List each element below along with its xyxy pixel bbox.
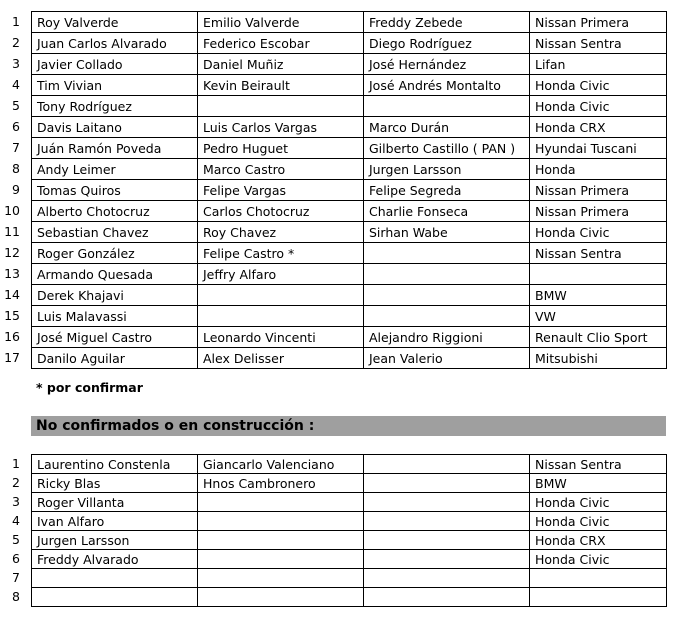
driver-cell: Carlos Chotocruz [198,201,364,222]
table-row [32,493,667,512]
row-number: 4 [12,513,20,528]
table-row [32,588,667,607]
driver-cell: Marco Castro [198,159,364,180]
driver-cell [364,493,530,512]
car-cell: Mitsubishi [530,348,667,369]
driver-cell [364,569,530,588]
driver-cell: Roy Valverde [32,12,198,33]
table-row [32,33,667,54]
row-number: 13 [4,266,20,281]
driver-cell: Felipe Vargas [198,180,364,201]
car-cell: Honda Civic [530,96,667,117]
driver-cell: Derek Khajavi [32,285,198,306]
table-row [32,75,667,96]
driver-cell: Juan Carlos Alvarado [32,33,198,54]
table-row [32,306,667,327]
driver-cell [198,493,364,512]
table-row [32,531,667,550]
row-number: 2 [12,475,20,490]
driver-cell [364,531,530,550]
driver-cell: Alex Delisser [198,348,364,369]
driver-cell: Gilberto Castillo ( PAN ) [364,138,530,159]
row-number: 6 [12,119,20,134]
car-cell: BMW [530,285,667,306]
footnote: * por confirmar [36,380,143,395]
driver-cell: Armando Quesada [32,264,198,285]
driver-cell: Giancarlo Valenciano [198,455,364,474]
driver-cell: Sirhan Wabe [364,222,530,243]
car-cell: VW [530,306,667,327]
row-number: 2 [12,35,20,50]
driver-cell: Javier Collado [32,54,198,75]
unconfirmed-teams-table [31,454,667,607]
row-number: 7 [12,570,20,585]
row-number: 17 [4,350,20,365]
row-number: 1 [12,456,20,471]
car-cell: Nissan Sentra [530,243,667,264]
driver-cell: Ivan Alfaro [32,512,198,531]
table-row [32,569,667,588]
driver-cell: Felipe Castro * [198,243,364,264]
driver-cell: Tim Vivian [32,75,198,96]
row-number: 4 [12,77,20,92]
driver-cell: Freddy Zebede [364,12,530,33]
row-number: 7 [12,140,20,155]
row-number: 8 [12,589,20,604]
driver-cell: Jurgen Larsson [32,531,198,550]
car-cell: Lifan [530,54,667,75]
car-cell: Honda Civic [530,222,667,243]
driver-cell: José Andrés Montalto [364,75,530,96]
driver-cell: Danilo Aguilar [32,348,198,369]
driver-cell: Diego Rodríguez [364,33,530,54]
driver-cell: Hnos Cambronero [198,474,364,493]
table-row [32,474,667,493]
driver-cell [198,512,364,531]
row-number: 12 [4,245,20,260]
table-row [32,180,667,201]
driver-cell: Jean Valerio [364,348,530,369]
driver-cell [32,588,198,607]
car-cell: Hyundai Tuscani [530,138,667,159]
row-number: 3 [12,494,20,509]
driver-cell: Alberto Chotocruz [32,201,198,222]
car-cell: Nissan Primera [530,201,667,222]
driver-cell [364,285,530,306]
car-cell: Honda Civic [530,75,667,96]
driver-cell [364,550,530,569]
driver-cell: Sebastian Chavez [32,222,198,243]
car-cell: Honda CRX [530,531,667,550]
driver-cell: Kevin Beirault [198,75,364,96]
car-cell: Honda CRX [530,117,667,138]
table-row [32,138,667,159]
driver-cell [364,474,530,493]
driver-cell: Luis Carlos Vargas [198,117,364,138]
driver-cell: Ricky Blas [32,474,198,493]
confirmed-row-numbers [0,11,20,368]
table-row [32,550,667,569]
table-row [32,222,667,243]
table-row [32,12,667,33]
car-cell [530,569,667,588]
driver-cell: José Hernández [364,54,530,75]
driver-cell: Leonardo Vincenti [198,327,364,348]
table-row [32,96,667,117]
driver-cell [198,588,364,607]
driver-cell [198,550,364,569]
driver-cell: Davis Laitano [32,117,198,138]
driver-cell: Roger González [32,243,198,264]
driver-cell [198,96,364,117]
car-cell: Nissan Sentra [530,455,667,474]
driver-cell [364,264,530,285]
row-number: 5 [12,532,20,547]
section-header: No confirmados o en construcción : [31,416,666,436]
confirmed-teams-table [31,11,667,369]
row-number: 1 [12,14,20,29]
table-row [32,512,667,531]
driver-cell [364,96,530,117]
driver-cell [32,569,198,588]
driver-cell [364,306,530,327]
row-number: 8 [12,161,20,176]
table-row [32,285,667,306]
driver-cell: Alejandro Riggioni [364,327,530,348]
driver-cell: Pedro Huguet [198,138,364,159]
driver-cell [364,512,530,531]
driver-cell: Charlie Fonseca [364,201,530,222]
car-cell: Nissan Primera [530,180,667,201]
driver-cell [364,455,530,474]
table-row [32,455,667,474]
table-row [32,201,667,222]
row-number: 16 [4,329,20,344]
driver-cell [198,531,364,550]
table-row [32,327,667,348]
driver-cell: Luis Malavassi [32,306,198,327]
car-cell: Nissan Sentra [530,33,667,54]
table-row [32,348,667,369]
driver-cell: Marco Durán [364,117,530,138]
car-cell: Nissan Primera [530,12,667,33]
driver-cell: Juán Ramón Poveda [32,138,198,159]
row-number: 14 [4,287,20,302]
driver-cell: Roy Chavez [198,222,364,243]
row-number: 3 [12,56,20,71]
driver-cell: Roger Villanta [32,493,198,512]
driver-cell: Daniel Muñiz [198,54,364,75]
car-cell: Renault Clio Sport [530,327,667,348]
driver-cell: Tomas Quiros [32,180,198,201]
row-number: 15 [4,308,20,323]
table-row [32,159,667,180]
driver-cell: Tony Rodríguez [32,96,198,117]
driver-cell: Felipe Segreda [364,180,530,201]
car-cell: Honda [530,159,667,180]
row-number: 5 [12,98,20,113]
car-cell [530,264,667,285]
driver-cell: Andy Leimer [32,159,198,180]
driver-cell: Jurgen Larsson [364,159,530,180]
driver-cell: Federico Escobar [198,33,364,54]
driver-cell [364,243,530,264]
row-number: 10 [4,203,20,218]
driver-cell: Laurentino Constenla [32,455,198,474]
driver-cell [198,306,364,327]
car-cell [530,588,667,607]
table-row [32,117,667,138]
driver-cell [198,569,364,588]
driver-cell: Emilio Valverde [198,12,364,33]
car-cell: Honda Civic [530,512,667,531]
row-number: 11 [4,224,20,239]
driver-cell [364,588,530,607]
unconfirmed-row-numbers [0,454,20,606]
row-number: 6 [12,551,20,566]
driver-cell: Jeffry Alfaro [198,264,364,285]
car-cell: Honda Civic [530,493,667,512]
table-row [32,54,667,75]
driver-cell [198,285,364,306]
driver-cell: Freddy Alvarado [32,550,198,569]
car-cell: BMW [530,474,667,493]
car-cell: Honda Civic [530,550,667,569]
driver-cell: José Miguel Castro [32,327,198,348]
row-number: 9 [12,182,20,197]
table-row [32,243,667,264]
table-row [32,264,667,285]
